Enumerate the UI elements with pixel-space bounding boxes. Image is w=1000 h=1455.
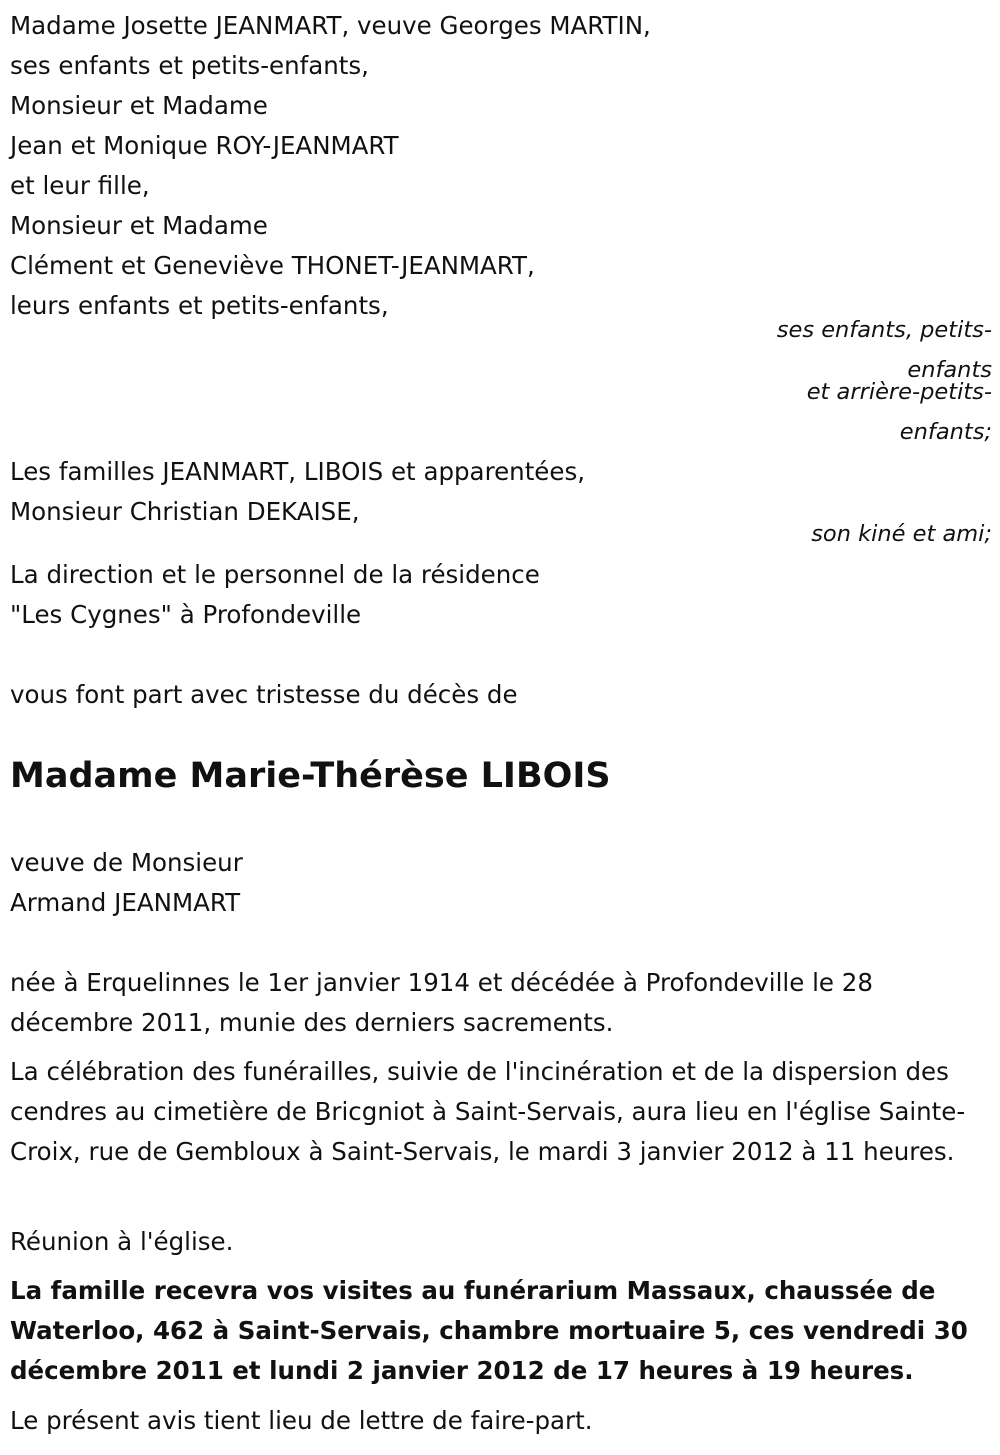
spouse-group [10, 843, 992, 923]
family-line: Jean et Monique ROY-JEANMART [10, 131, 399, 160]
meeting-text: Réunion à l'église. [10, 1227, 234, 1256]
family-line: ses enfants et petits-enfants, [10, 51, 369, 80]
spouse-line: veuve de Monsieur [10, 848, 243, 877]
family-line: Monsieur Christian DEKAISE, [10, 497, 360, 526]
residence-line: La direction et le personnel de la résidence [10, 560, 540, 589]
spouse-line: Armand JEANMART [10, 888, 241, 917]
funeral-text: La célébration des funérailles, suivie de l'incinération et de la dispersion des cendres au cimetière de Bricgniot à Saint-Servais, aura lieu en l'église Sainte-Croix, rue de Gembloux à Saint-Servais, le mardi 3 janvier 2012 à 11 heures. [10, 1057, 966, 1166]
family-line: et leur fille, [10, 171, 150, 200]
visits-text: La famille recevra vos visites au funérarium Massaux, chaussée de Waterloo, 462 à Saint-Servais, chambre mortuaire 5, ces vendredi 30 décembre 2011 et lundi 2 janvier 2012 de 17 heures à 19 heures. [10, 1276, 968, 1385]
birth-death-text: née à Erquelinnes le 1er janvier 1914 et décédée à Profondeville le 28 décembre 2011, munie des derniers sacrements. [10, 968, 873, 1037]
relation-note-friend: son kiné et ami; [811, 521, 992, 547]
family-line: Clément et Geneviève THONET-JEANMART, [10, 251, 535, 280]
obituary-notice [10, 0, 992, 1455]
relation-note-great-grandchildren: et arrière-petits-enfants; [806, 379, 992, 445]
deceased-name: Madame Marie-Thérèse LIBOIS [10, 756, 611, 796]
family-line: Les familles JEANMART, LIBOIS et apparentées, [10, 457, 586, 486]
family-line: Madame Josette JEANMART, veuve Georges MARTIN, [10, 11, 651, 40]
family-line: Monsieur et Madame [10, 211, 268, 240]
closing-text: Le présent avis tient lieu de lettre de faire-part. [10, 1406, 593, 1435]
family-line: leurs enfants et petits-enfants, [10, 291, 389, 320]
family-line: Monsieur et Madame [10, 91, 268, 120]
family-group-1 [10, 6, 992, 326]
relation-note-grandchildren: ses enfants, petits-enfants [776, 317, 992, 383]
residence-line: "Les Cygnes" à Profondeville [10, 600, 362, 629]
residence-group [10, 555, 992, 635]
announcement-text: vous font part avec tristesse du décès de [10, 680, 518, 709]
